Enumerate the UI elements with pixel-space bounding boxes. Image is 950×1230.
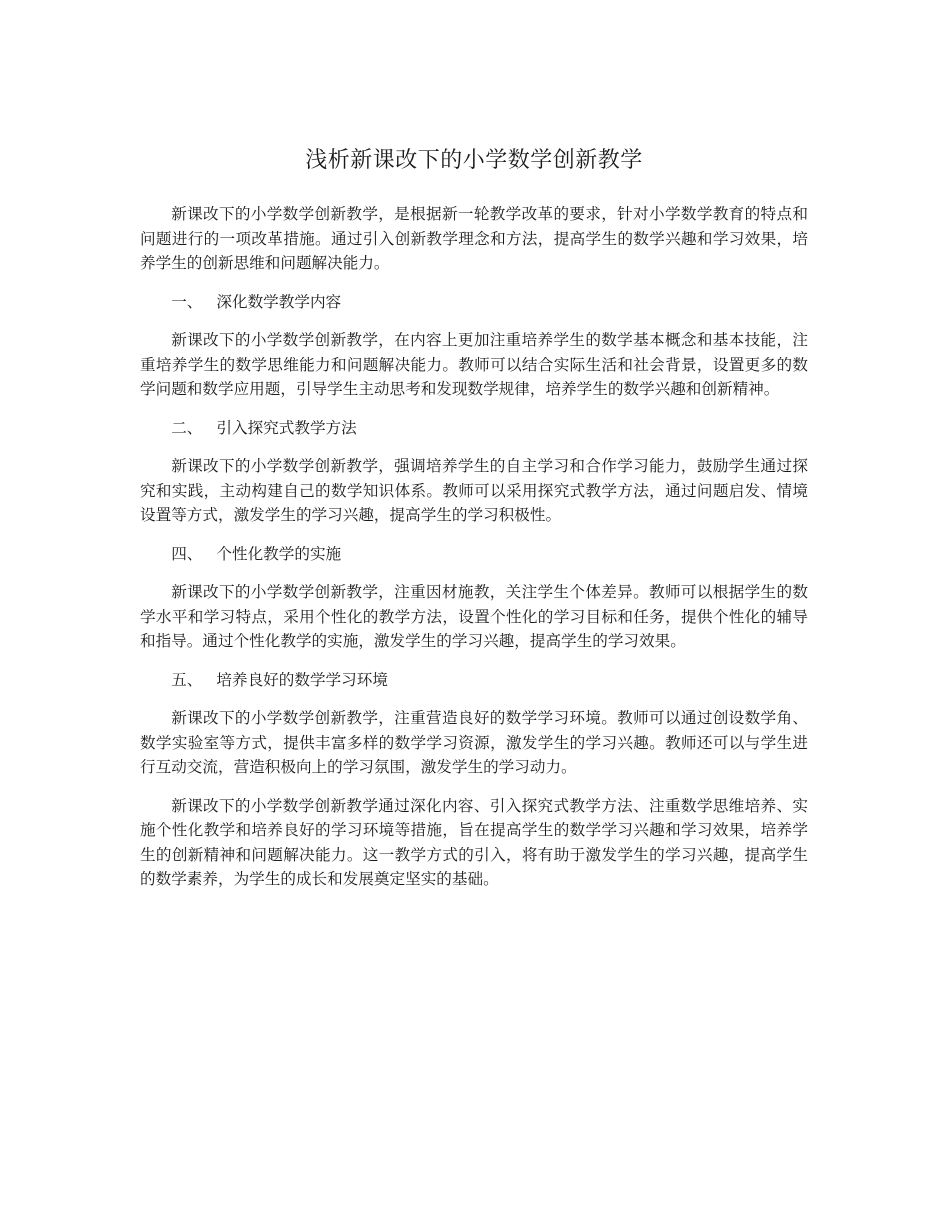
section-heading-text: 深化数学教学内容 [216,292,342,311]
section-heading-4 [140,668,808,693]
section-heading-text: 引入探究式教学方法 [216,418,357,437]
document-title: 浅析新课改下的小学数学创新教学 [305,148,643,173]
section-number: 二、 [171,418,203,437]
intro-paragraph: 新课改下的小学数学创新教学，是根据新一轮教学改革的要求，针对小学数学教育的特点和问题进行的一项改革措施。通过引入创新教学理念和方法，提高学生的数学兴趣和学习效果，培养学生的创新思维和问题解决能力。 [140,205,808,272]
section-heading-2 [140,416,808,441]
conclusion-paragraph: 新课改下的小学数学创新教学通过深化内容、引入探究式教学方法、注重数学思维培养、实施个性化教学和培养良好的学习环境等措施，旨在提高学生的数学学习兴趣和学习效果，培养学生的创新精神和问题解决能力。这一教学方式的引入，将有助于激发学生的学习兴趣，提高学生的数学素养，为学生的成长和发展奠定坚实的基础。 [140,796,808,888]
document-page [140,146,808,906]
section-body-4: 新课改下的小学数学创新教学，注重营造良好的数学学习环境。教师可以通过创设数学角、数学实验室等方式，提供丰富多样的数学学习资源，激发学生的学习兴趣。教师还可以与学生进行互动交流，营造积极向上的学习氛围，激发学生的学习动力。 [140,709,808,776]
section-heading-1 [140,290,808,315]
section-heading-3 [140,542,808,567]
section-body-3: 新课改下的小学数学创新教学，注重因材施教，关注学生个体差异。教师可以根据学生的数学水平和学习特点，采用个性化的教学方法，设置个性化的学习目标和任务，提供个性化的辅导和指导。通过个性化教学的实施，激发学生的学习兴趣，提高学生的学习效果。 [140,583,808,650]
section-number: 一、 [171,292,203,311]
section-heading-text: 培养良好的数学学习环境 [216,670,388,689]
section-body-1: 新课改下的小学数学创新教学，在内容上更加注重培养学生的数学基本概念和基本技能，注重培养学生的数学思维能力和问题解决能力。教师可以结合实际生活和社会背景，设置更多的数学问题和数学应用题，引导学生主动思考和发现数学规律，培养学生的数学兴趣和创新精神。 [140,331,808,398]
section-number: 四、 [171,544,203,563]
section-body-2: 新课改下的小学数学创新教学，强调培养学生的自主学习和合作学习能力，鼓励学生通过探究和实践，主动构建自己的数学知识体系。教师可以采用探究式教学方法，通过问题启发、情境设置等方式，激发学生的学习兴趣，提高学生的学习积极性。 [140,457,808,524]
section-number: 五、 [171,670,203,689]
section-heading-text: 个性化教学的实施 [216,544,342,563]
